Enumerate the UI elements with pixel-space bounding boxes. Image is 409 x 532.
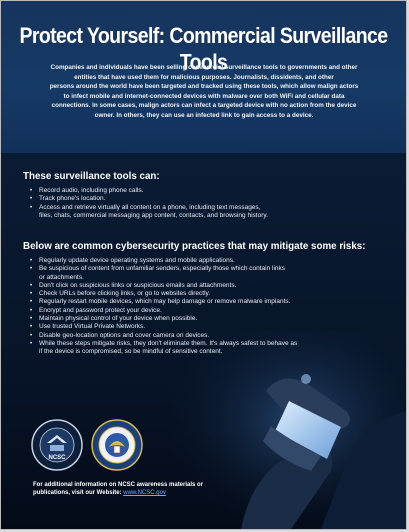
intro-line: persons around the world have been targeted and tracked using these tools, which allow malign actors	[49, 83, 359, 91]
list-item	[29, 332, 394, 340]
tools-list	[29, 187, 389, 220]
list-item	[29, 298, 394, 306]
list-item	[29, 323, 394, 331]
ncsc-seal-logo	[31, 419, 83, 471]
ncsc-seal-text: NCSC	[48, 455, 66, 461]
footer-line: For additional information on NCSC awareness materials or	[33, 482, 204, 488]
list-item	[29, 257, 394, 265]
practices-heading: Below are common cybersecurity practices that may mitigate some risks:	[23, 241, 366, 252]
intro-paragraph	[19, 63, 389, 121]
list-item-text: Use trusted Virtual Private Networks.	[39, 323, 146, 331]
list-item	[29, 340, 394, 357]
list-item	[29, 315, 394, 323]
list-item-text: Disable geo-location options and cover camera on devices.	[39, 331, 210, 339]
ncsc-website-link[interactable]: www.NCSC.gov	[123, 490, 166, 497]
hands-phone-photo	[171, 331, 406, 529]
footer-line: publications, visit our Website:	[33, 490, 124, 497]
list-item	[29, 282, 394, 290]
intro-line: connections. In some cases, malign actors can infect a targeted device with no action from the device	[51, 102, 357, 110]
list-item	[29, 204, 389, 221]
list-item-text: Record audio, including phone calls.	[39, 187, 144, 194]
list-item-text: Access and retrieve virtually all content on a phone, including text messages,	[39, 203, 261, 211]
page-title: Protect Yourself: Commercial Surveillance Tools	[19, 23, 388, 76]
list-item-text-cont: files, chats, commercial messaging app content, contacts, and browsing history.	[39, 211, 268, 219]
list-item	[29, 290, 394, 298]
list-item-text: Track phone's location.	[39, 195, 106, 203]
list-item-text: While these steps mitigate risks, they don't eliminate them. It's always safest to behave as	[39, 339, 298, 347]
agency-seals	[31, 419, 161, 475]
intro-line: entities that have used them for malicious purposes. Journalists, dissidents, and other	[74, 73, 334, 81]
intro-line: to infect mobile and internet-connected devices with malware over both WiFi and cellular data	[63, 92, 345, 100]
list-item-text-cont: if the device is compromised, so be mindful of sensitive content.	[39, 348, 223, 356]
header-banner	[1, 1, 406, 153]
list-item-text-cont: or attachments.	[39, 273, 84, 281]
footer-info	[33, 481, 263, 498]
intro-line: Companies and individuals have been selling commercial surveillance tools to governments and other	[50, 64, 358, 71]
practices-list	[29, 257, 394, 357]
list-item-text: Don't click on suspicious links or suspicious emails and attachments.	[39, 281, 237, 289]
list-item	[29, 187, 389, 195]
list-item-text: Be suspicious of content from unfamiliar senders, especially those which contain links	[39, 265, 286, 273]
odni-seal-logo	[91, 419, 143, 471]
flyer-page	[1, 1, 406, 529]
list-item-text: Check URLs before clicking links, or go to websites directly.	[39, 290, 211, 298]
list-item-text: Regularly restart mobile devices, which may help damage or remove malware implants.	[39, 298, 291, 306]
tools-heading: These surveillance tools can:	[23, 171, 160, 182]
list-item-text: Regularly update device operating systems and mobile applications.	[39, 257, 235, 264]
list-item	[29, 307, 394, 315]
list-item-text: Maintain physical control of your device when possible.	[39, 315, 198, 323]
list-item-text: Encrypt and password protect your device.	[39, 306, 162, 314]
list-item	[29, 265, 394, 282]
list-item	[29, 195, 389, 203]
intro-line: owner. In others, they can use an infected link to gain access to a device.	[94, 111, 314, 119]
